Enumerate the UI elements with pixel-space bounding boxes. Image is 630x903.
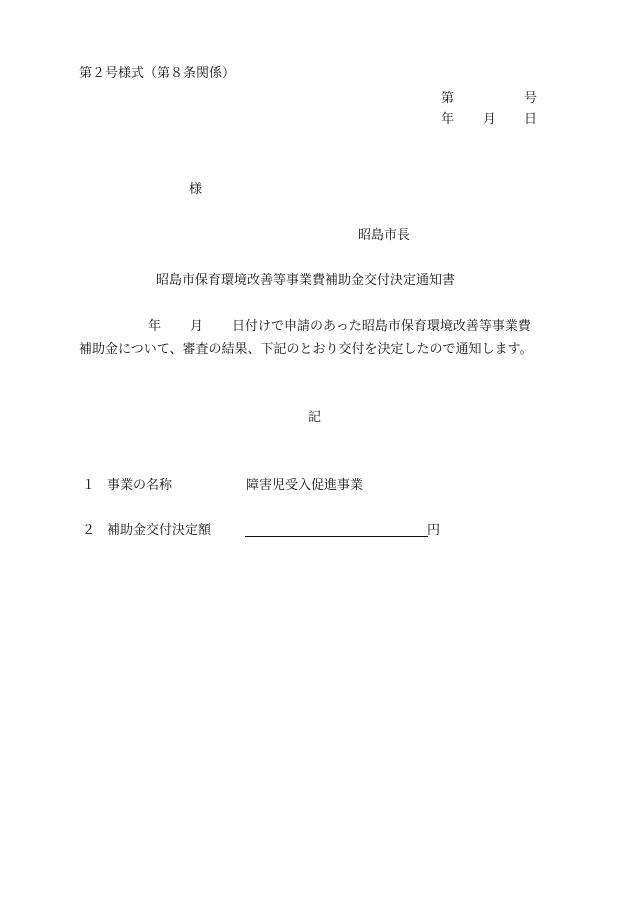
date-year: 年 <box>441 112 455 127</box>
reference-go: 号 <box>524 91 538 106</box>
item-value: 障害児受入促進事業 <box>246 478 364 493</box>
body-line2: 補助金について、審査の結果、下記のとおり交付を決定したので通知します。 <box>79 342 533 357</box>
body-month: 月 <box>190 319 204 334</box>
amount-unit: 円 <box>427 523 441 538</box>
date-month: 月 <box>483 112 497 127</box>
issuer: 昭島市長 <box>358 228 411 243</box>
amount-underline <box>245 536 428 537</box>
reference-dai: 第 <box>441 91 455 106</box>
item-label: 補助金交付決定額 <box>107 523 212 538</box>
ki-heading: 記 <box>308 410 322 425</box>
form-number: 第２号様式（第８条関係） <box>79 66 236 81</box>
item-number: ２ <box>82 523 96 538</box>
body-line1: 日付けで申請のあった昭島市保育環境改善等事業費 <box>232 319 531 334</box>
item-number: １ <box>82 478 96 493</box>
document-title: 昭島市保育環境改善等事業費補助金交付決定通知書 <box>156 273 456 288</box>
body-year: 年 <box>148 319 162 334</box>
date-day: 日 <box>524 112 538 127</box>
addressee-sama: 様 <box>189 182 203 197</box>
item-label: 事業の名称 <box>107 478 173 493</box>
